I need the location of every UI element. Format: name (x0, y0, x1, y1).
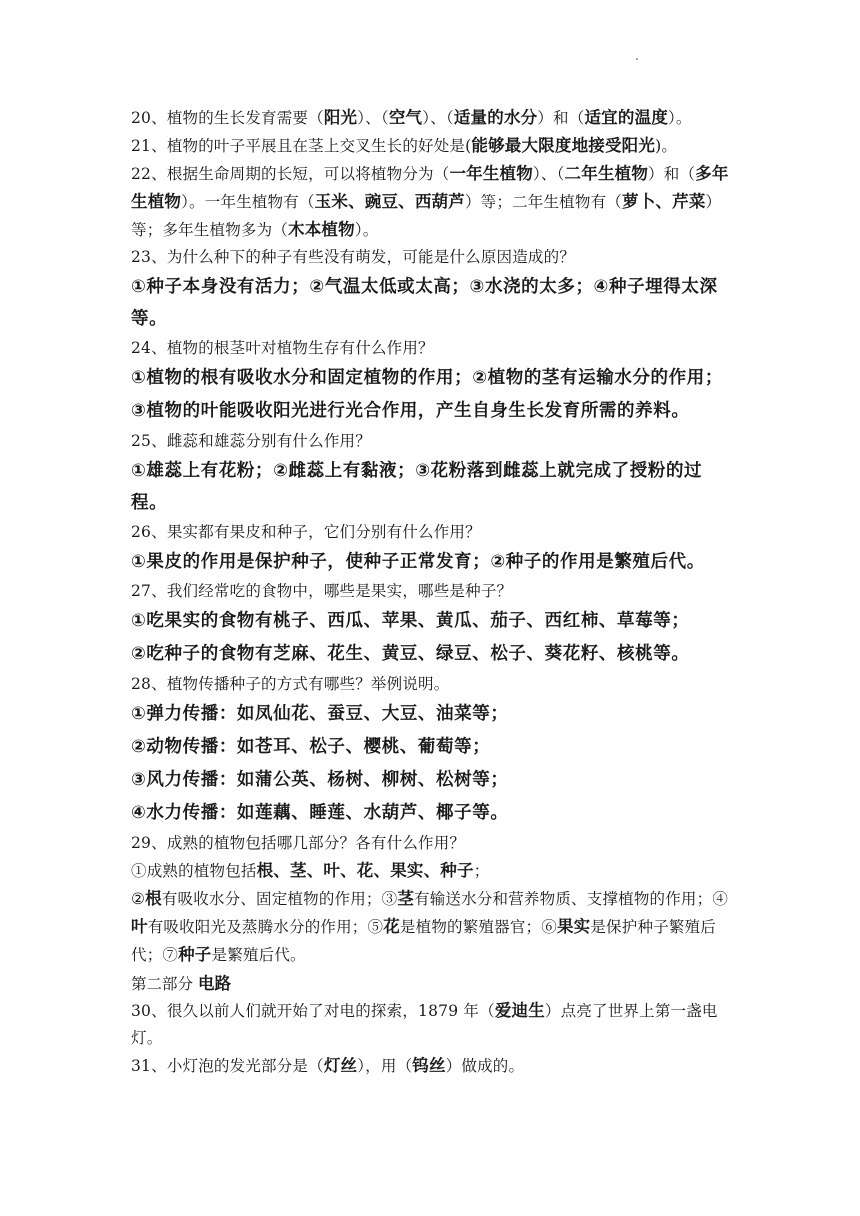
q31-paragraph (131, 1052, 731, 1080)
q28-answer-water: ④水力传播：如莲藕、睡莲、水葫芦、椰子等。 (131, 803, 509, 823)
keyword: 阳光 (323, 108, 358, 127)
q27-answer-fruits: ①吃果实的食物有桃子、西瓜、苹果、黄瓜、茄子、西红柿、草莓等； (131, 611, 690, 631)
q29-question: 29、成熟的植物包括哪几部分？各有什么作用？ (131, 834, 466, 852)
text: 是保护种子繁殖后代；⑦ (131, 918, 716, 964)
q28-answer-wind: ③风力传播：如蒲公英、杨树、柳树、松树等； (131, 770, 509, 790)
text: ）。一年生植物有（ (181, 193, 315, 211)
q22-paragraph (131, 160, 731, 244)
keyword: 多年生植物 (131, 164, 729, 211)
page-mark (636, 58, 638, 60)
q28-answer-elastic: ①弹力传播：如凤仙花、蚕豆、大豆、油菜等； (131, 704, 509, 724)
keyword: 花 (383, 917, 400, 936)
text: 是植物的繁殖器官；⑥ (399, 918, 557, 936)
text: ）等；二年生植物有（ (464, 193, 622, 211)
q29-functions (131, 885, 731, 969)
keyword: 钨丝 (412, 1056, 446, 1075)
text: 是繁殖后代。 (211, 946, 306, 964)
keyword: 玉米、豌豆、西葫芦 (314, 192, 465, 211)
text: 有吸收阳光及蒸腾水分的作用；⑤ (147, 918, 384, 936)
q25-question: 25、雌蕊和雄蕊分别有什么作用？ (131, 432, 371, 450)
q27-question: 27、我们经常吃的食物中，哪些是果实，哪些是种子？ (131, 582, 513, 600)
text: ）、（ (532, 165, 565, 183)
text: ）。 (354, 221, 379, 239)
keyword: 能够最大限度地接受阳光 (471, 136, 656, 155)
q24-question: 24、植物的根茎叶对植物生存有什么作用？ (131, 339, 434, 357)
keyword: 空气 (388, 108, 423, 127)
q23-question: 23、为什么种下的种子有些没有萌发，可能是什么原因造成的？ (131, 248, 576, 266)
q24-answer: ①植物的根有吸收水分和固定植物的作用；②植物的茎有运输水分的作用；③植物的叶能吸收阳光进行光合作用，产生自身生长发育所需的养料。 (131, 368, 723, 421)
text: ）。 (667, 109, 692, 127)
keyword: 二年生植物 (564, 164, 649, 183)
section-heading (131, 971, 731, 997)
keyword: 根 (145, 889, 162, 908)
keyword: 萝卜、芹菜 (622, 192, 706, 211)
keyword: 木本植物 (288, 220, 355, 239)
text: ）和（ (648, 165, 696, 183)
document-body (131, 104, 731, 1080)
keyword: 果实 (556, 917, 591, 936)
q21-paragraph (131, 132, 731, 160)
keyword: 根、茎、叶、花、果实、种子 (256, 861, 474, 880)
keyword: 灯丝 (323, 1056, 358, 1075)
q28-answer-animal: ②动物传播：如苍耳、松子、樱桃、葡萄等； (131, 737, 491, 757)
text: 31、小灯泡的发光部分是（ (131, 1057, 324, 1075)
q28-question: 28、植物传播种子的方式有哪些？举例说明。 (131, 675, 450, 693)
text: ）、（ (422, 109, 454, 127)
text: 22、根据生命周期的长短，可以将植物分为（ (131, 165, 450, 183)
q30-paragraph (131, 997, 731, 1052)
q23-answer: ①种子本身没有活力；②气温太低或太高；③水浇的太多；④种子埋得太深等。 (131, 277, 718, 329)
text: 有吸收水分、固定植物的作用；③ (161, 890, 398, 908)
keyword: 一年生植物 (449, 164, 533, 183)
q29-parts (131, 857, 731, 885)
text: ）做成的。 (445, 1057, 525, 1075)
text: )。 (655, 137, 678, 155)
keyword: 爱迪生 (494, 1001, 545, 1020)
section-prefix: 第二部分 (131, 975, 198, 993)
keyword: 适宜的温度 (584, 108, 668, 127)
q27-answer-seeds: ②吃种子的食物有芝麻、花生、黄豆、绿豆、松子、葵花籽、核桃等。 (131, 644, 690, 664)
text: 21、植物的叶子平展且在茎上交叉生长的好处是( (131, 137, 472, 155)
q26-answer: ①果皮的作用是保护种子，使种子正常发育；②种子的作用是繁殖后代。 (131, 552, 705, 572)
text: ①成熟的植物包括 (131, 862, 257, 880)
text: ）、（ (357, 109, 389, 127)
text: ② (131, 890, 146, 908)
text: ； (473, 862, 490, 880)
q20-paragraph (131, 104, 731, 132)
keyword: 茎 (397, 889, 415, 908)
section-title: 电路 (197, 974, 231, 993)
keyword: 种子 (178, 945, 212, 964)
q25-answer: ①雄蕊上有花粉；②雌蕊上有黏液；③花粉落到雌蕊上就完成了授粉的过程。 (131, 461, 703, 513)
text: 有输送水分和营养物质、支撑植物的作用；④ (414, 890, 729, 908)
keyword: 叶 (131, 917, 148, 936)
keyword: 适量的水分 (453, 108, 538, 127)
text: 30、很久以前人们就开始了对电的探索，1879 年（ (131, 1002, 495, 1020)
text: 20、植物的生长发育需要（ (131, 109, 324, 127)
text: ）点亮了世界上第一盏电灯。 (131, 1002, 718, 1047)
q26-question: 26、果实都有果皮和种子，它们分别有什么作用？ (131, 523, 481, 541)
text: ）和（ (537, 109, 585, 127)
text: ），用（ (357, 1057, 413, 1075)
text: ）等；多年生植物多为（ (131, 193, 722, 239)
